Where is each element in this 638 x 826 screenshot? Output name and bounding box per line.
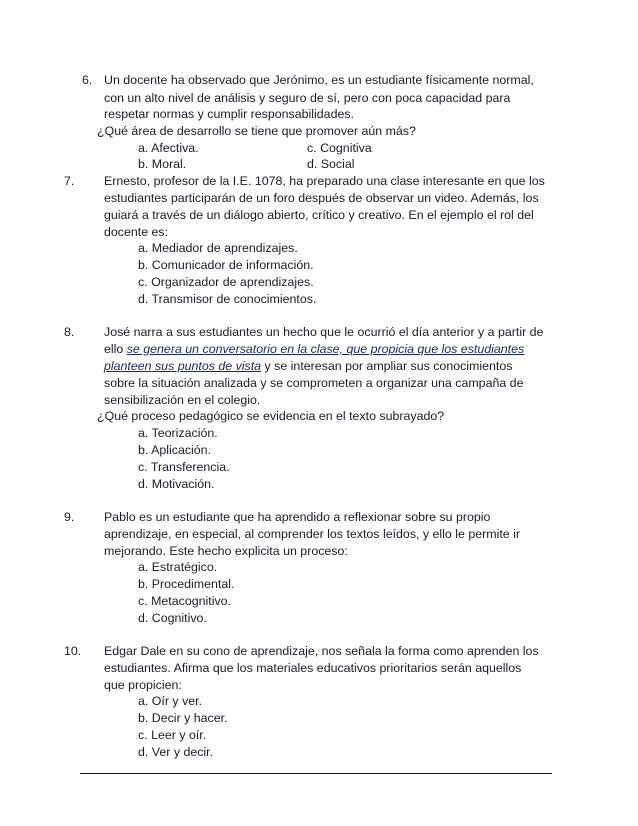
question-6-option-b: b. Moral. [138, 157, 187, 171]
question-8-line-1: José narra a sus estudiantes un hecho que le ocurrió el día anterior y a partir de [104, 325, 544, 339]
question-8-line-4: sobre la situación analizada y se comprometen a organizar una campaña de [104, 376, 524, 390]
question-8-option-d: d. Motivación. [138, 477, 215, 491]
question-8-line-5: sensibilización en el colegio. [104, 393, 261, 407]
question-8-prompt: ¿Qué proceso pedagógico se evidencia en el texto subrayado? [97, 409, 445, 423]
question-10-line-3: que propicien: [104, 678, 182, 692]
question-9-option-b: b. Procedimental. [138, 577, 235, 591]
footer-divider [80, 773, 552, 774]
question-9-option-a: a. Estratégico. [138, 560, 218, 574]
question-6-line-3: respetar normas y cumplir responsabilidades. [104, 107, 354, 121]
question-8-line-2 [104, 341, 524, 358]
question-6-line-1: Un docente ha observado que Jerónimo, es un estudiante físicamente normal, [104, 73, 534, 87]
question-10-line-2: estudiantes. Afirma que los materiales educativos prioritarios serán aquellos [104, 661, 522, 675]
question-10-option-a: a. Oír y ver. [138, 694, 203, 708]
question-9-option-c: c. Metacognitivo. [138, 594, 231, 608]
question-8-option-c: c. Transferencia. [138, 460, 230, 474]
question-6-option-c: c. Cognitiva [307, 141, 372, 155]
question-9-option-d: d. Cognitivo. [138, 611, 207, 625]
question-6-option-a: a. Afectiva. [138, 141, 199, 155]
question-6-prompt: ¿Qué área de desarrollo se tiene que promover aún más? [97, 124, 416, 138]
question-10-option-c: c. Leer y oír. [138, 728, 207, 742]
question-7-option-b: b. Comunicador de información. [138, 258, 314, 272]
question-6-line-2: con un alto nivel de análisis y seguro de sí, pero con poca capacidad para [104, 91, 511, 105]
question-7-number: 7. [64, 174, 75, 188]
question-8-line-3-plain: y se interesan por ampliar sus conocimientos [261, 359, 513, 373]
question-7-line-3: guiará a través de un diálogo abierto, crítico y creativo. En el ejemplo el rol del [104, 208, 534, 222]
question-8-line-3 [104, 358, 512, 375]
question-7-line-2: estudiantes participarán de un foro después de observar un video. Además, los [104, 191, 539, 205]
question-7-option-c: c. Organizador de aprendizajes. [138, 275, 314, 289]
question-10-option-b: b. Decir y hacer. [138, 711, 228, 725]
question-9-line-2: aprendizaje, en especial, al comprender los textos leídos, y ello le permite ir [104, 527, 520, 541]
question-7-line-4: docente es: [104, 225, 169, 239]
question-8-number: 8. [64, 325, 75, 339]
underlined-text-2: planteen sus puntos de vista [104, 359, 262, 373]
question-10-line-1: Edgar Dale en su cono de aprendizaje, nos señala la forma como aprenden los [104, 644, 539, 658]
question-9-line-1: Pablo es un estudiante que ha aprendido a reflexionar sobre su propio [104, 510, 491, 524]
underlined-text-1: se genera un conversatorio en la clase, que propicia que los estudiantes [126, 342, 525, 356]
question-8-line-2-plain: ello [104, 342, 127, 356]
question-8-option-b: b. Aplicación. [138, 443, 212, 457]
question-8-option-a: a. Teorización. [138, 426, 218, 440]
question-7-option-d: d. Transmisor de conocimientos. [138, 292, 317, 306]
question-9-line-3: mejorando. Este hecho explicita un proceso: [104, 544, 348, 558]
question-10-option-d: d. Ver y decir. [138, 745, 214, 759]
question-9-number: 9. [64, 510, 75, 524]
question-7-option-a: a. Mediador de aprendizajes. [138, 241, 298, 255]
question-6-option-d: d. Social [307, 157, 355, 171]
question-10-number: 10. [64, 644, 82, 658]
question-6-number: 6. [82, 73, 93, 87]
question-7-line-1: Ernesto, profesor de la I.E. 1078, ha preparado una clase interesante en que los [104, 174, 545, 188]
